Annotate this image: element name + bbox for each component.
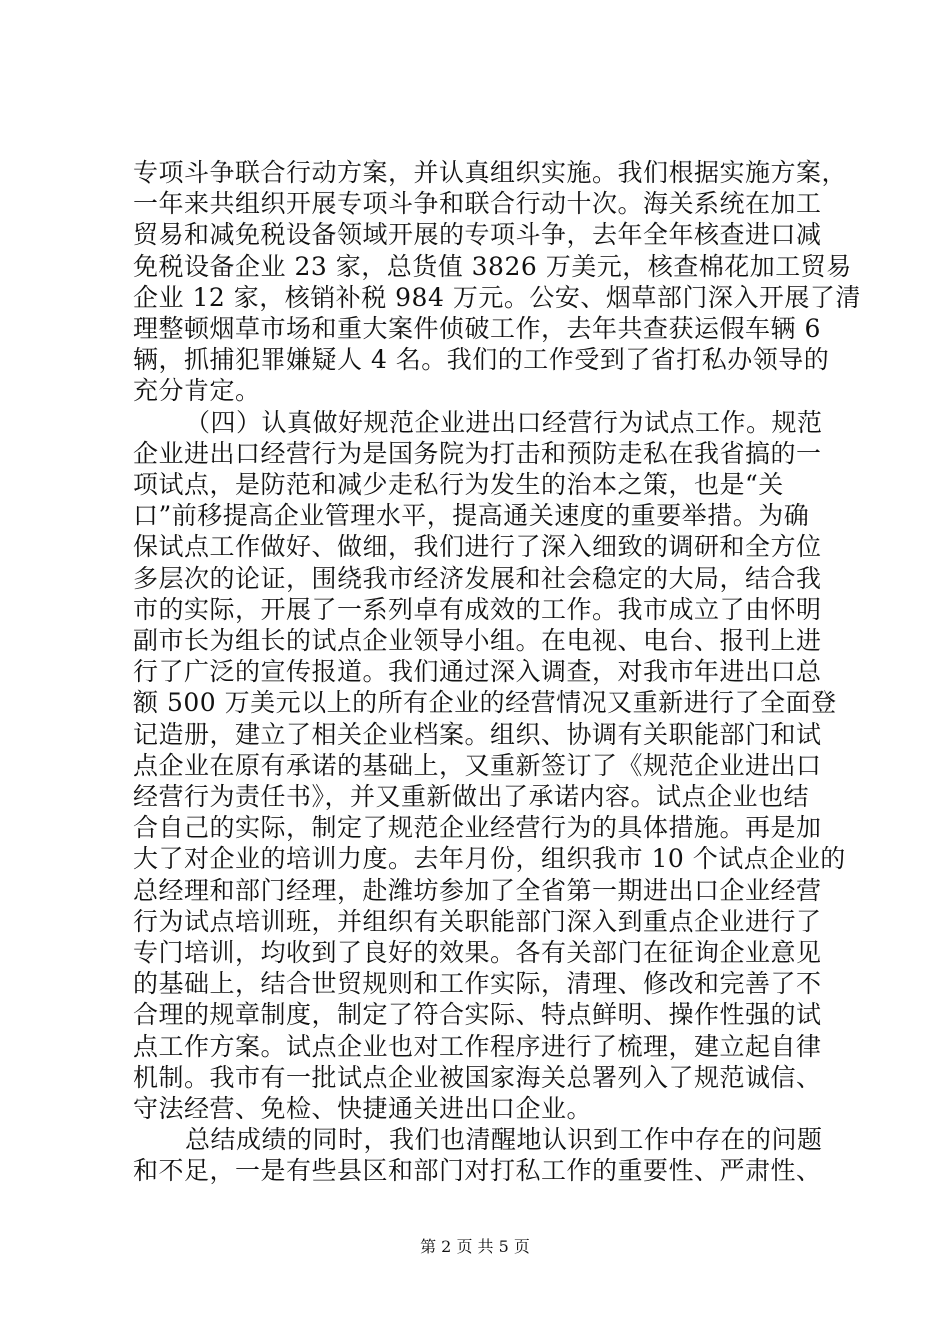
body-text-line: 项试点，是防范和减少走私行为发生的治本之策，也是“关 xyxy=(133,470,784,499)
page-footer: 第 2 页 共 5 页 xyxy=(420,1237,530,1256)
body-text-line: 额 500 万美元以上的所有企业的经营情况又重新进行了全面登 xyxy=(133,688,837,718)
body-text-line: 理整顿烟草市场和重大案件侦破工作，去年共查获运假车辆 6 xyxy=(133,314,821,343)
body-text-line: 点企业在原有承诺的基础上，又重新签订了《规范企业进出口 xyxy=(133,750,822,780)
body-text-line: 和不足，一是有些县区和部门对打私工作的重要性、严肃性、 xyxy=(133,1156,822,1186)
body-text-line: 企业进出口经营行为是国务院为打击和预防走私在我省搞的一 xyxy=(133,438,822,468)
body-text-line: 免税设备企业 23 家，总货值 3826 万美元，核查棉花加工贸易 xyxy=(133,251,852,281)
body-text-line: 经营行为责任书》，并又重新做出了承诺内容。试点企业也结 xyxy=(133,782,810,811)
body-text-line: 总经理和部门经理，赴潍坊参加了全省第一期进出口企业经营 xyxy=(133,875,822,905)
paragraph-start-line: （四）认真做好规范企业进出口经营行为试点工作。规范 xyxy=(185,407,823,437)
body-text-line: 市的实际，开展了一系列卓有成效的工作。我市成立了由怀明 xyxy=(133,594,822,624)
body-text-line: 一年来共组织开展专项斗争和联合行动十次。海关系统在加工 xyxy=(133,189,822,219)
body-text-line: 副市长为组长的试点企业领导小组。在电视、电台、报刊上进 xyxy=(133,626,822,655)
paragraph-start-line: 总结成绩的同时，我们也清醒地认识到工作中存在的问题 xyxy=(185,1125,823,1155)
body-text-line: 充分肯定。 xyxy=(133,376,261,406)
body-text-line: 保试点工作做好、做细，我们进行了深入细致的调研和全方位 xyxy=(133,532,822,562)
body-text-line: 的基础上，结合世贸规则和工作实际，清理、修改和完善了不 xyxy=(133,969,822,999)
body-text-line: 企业 12 家，核销补税 984 万元。公安、烟草部门深入开展了清 xyxy=(133,282,861,312)
body-text-line: 守法经营、免检、快捷通关进出口企业。 xyxy=(133,1094,593,1123)
body-text-line: 点工作方案。试点企业也对工作程序进行了梳理，建立起自律 xyxy=(133,1031,822,1061)
body-text-line: 行为试点培训班，并组织有关职能部门深入到重点企业进行了 xyxy=(133,906,822,936)
body-text-line: 口”前移提高企业管理水平，提高通关速度的重要举措。为确 xyxy=(133,501,810,531)
body-text-line: 多层次的论证，围绕我市经济发展和社会稳定的大局，结合我 xyxy=(133,563,822,593)
body-text-line: 辆，抓捕犯罪嫌疑人 4 名。我们的工作受到了省打私办领导的 xyxy=(133,345,830,375)
body-text-line: 大了对企业的培训力度。去年月份，组织我市 10 个试点企业的 xyxy=(133,844,846,874)
body-text-line: 机制。我市有一批试点企业被国家海关总署列入了规范诚信、 xyxy=(133,1062,822,1092)
body-text-line: 记造册，建立了相关企业档案。组织、协调有关职能部门和试 xyxy=(133,719,822,749)
body-text-line: 贸易和减免税设备领域开展的专项斗争，去年全年核查进口减 xyxy=(133,220,822,250)
body-text-line: 合自己的实际，制定了规范企业经营行为的具体措施。再是加 xyxy=(133,813,822,843)
body-text-line: 专项斗争联合行动方案，并认真组织实施。我们根据实施方案， xyxy=(133,158,848,187)
body-text-line: 合理的规章制度，制定了符合实际、特点鲜明、操作性强的试 xyxy=(133,1000,822,1030)
body-text-line: 专门培训，均收到了良好的效果。各有关部门在征询企业意见 xyxy=(133,938,822,967)
body-text-line: 行了广泛的宣传报道。我们通过深入调查，对我市年进出口总 xyxy=(133,657,822,687)
